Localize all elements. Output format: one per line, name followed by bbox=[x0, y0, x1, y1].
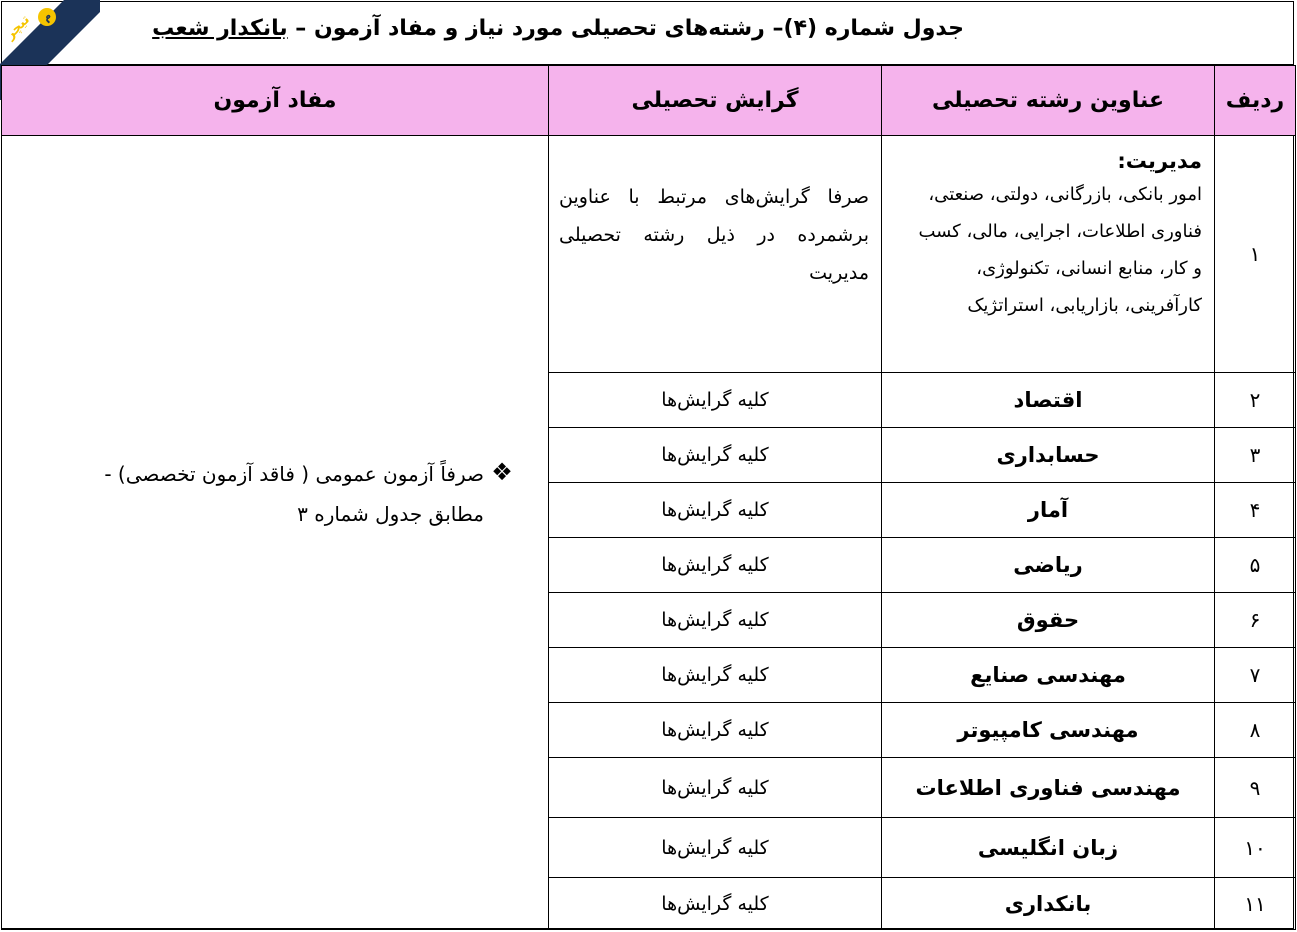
field-line: کارآفرینی، بازاریابی، استراتژیک bbox=[967, 295, 1202, 316]
table-title-main: جدول شماره (۴)– رشته‌های تحصیلی مورد نیاز و مفاد آزمون – bbox=[287, 16, 964, 41]
row-number: ۸ bbox=[1215, 703, 1296, 758]
row-number: ۱۱ bbox=[1215, 878, 1296, 930]
field-cell: مهندسی صنایع bbox=[882, 648, 1215, 703]
field-cell-management bbox=[882, 136, 1215, 373]
trend-cell: کلیه گرایش‌ها bbox=[549, 593, 882, 648]
field-cell: مهندسی کامپیوتر bbox=[882, 703, 1215, 758]
header-trend: گرایش تحصیلی bbox=[549, 66, 882, 136]
table-row bbox=[2, 136, 1296, 373]
field-cell: زبان انگلیسی bbox=[882, 818, 1215, 878]
header-row-no: ردیف bbox=[1215, 66, 1296, 136]
header-exam: مفاد آزمون bbox=[2, 66, 549, 136]
title-row bbox=[2, 2, 1294, 65]
row-number: ۶ bbox=[1215, 593, 1296, 648]
exam-content bbox=[2, 454, 548, 534]
field-cell: آمار bbox=[882, 483, 1215, 538]
header-field: عناوین رشته تحصیلی bbox=[882, 66, 1215, 136]
field-cell: حسابداری bbox=[882, 428, 1215, 483]
row-number: ۱ bbox=[1215, 136, 1296, 373]
row-number: ۴ bbox=[1215, 483, 1296, 538]
row-number: ۲ bbox=[1215, 373, 1296, 428]
row-number: ۷ bbox=[1215, 648, 1296, 703]
diamond-bullet-icon: ❖ bbox=[491, 458, 513, 486]
field-cell: حقوق bbox=[882, 593, 1215, 648]
trend-cell: کلیه گرایش‌ها bbox=[549, 703, 882, 758]
row-number: ۹ bbox=[1215, 758, 1296, 818]
exam-cell bbox=[2, 136, 549, 930]
row-number: ۳ bbox=[1215, 428, 1296, 483]
field-cell: مهندسی فناوری اطلاعات bbox=[882, 758, 1215, 818]
trend-cell: صرفا گرایش‌های مرتبط با عناوین برشمرده در ذیل رشته تحصیلی مدیریت bbox=[549, 136, 882, 373]
trend-cell: کلیه گرایش‌ها bbox=[549, 538, 882, 593]
row-number: ۵ bbox=[1215, 538, 1296, 593]
requirements-table bbox=[1, 65, 1296, 930]
logo-badge-icon: م bbox=[34, 4, 59, 29]
trend-cell: کلیه گرایش‌ها bbox=[549, 648, 882, 703]
field-head: مدیریت: bbox=[1117, 149, 1202, 173]
field-cell: ریاضی bbox=[882, 538, 1215, 593]
table-title-underlined: بانکدار شعب bbox=[152, 16, 288, 41]
logo-text: تیچر bbox=[2, 12, 33, 43]
field-cell: بانکداری bbox=[882, 878, 1215, 930]
header-row bbox=[2, 66, 1296, 136]
trend-cell: کلیه گرایش‌ها bbox=[549, 878, 882, 930]
trend-cell: کلیه گرایش‌ها bbox=[549, 483, 882, 538]
field-line: فناوری اطلاعات، اجرایی، مالی، کسب bbox=[918, 221, 1202, 242]
table-title bbox=[152, 16, 964, 41]
trend-cell: کلیه گرایش‌ها bbox=[549, 373, 882, 428]
trend-cell: کلیه گرایش‌ها bbox=[549, 758, 882, 818]
exam-text: صرفاً آزمون عمومی ( فاقد آزمون تخصصی) - مطابق جدول شماره ۳ bbox=[104, 462, 484, 526]
field-line: امور بانکی، بازرگانی، دولتی، صنعتی، bbox=[928, 184, 1202, 205]
trend-cell: کلیه گرایش‌ها bbox=[549, 428, 882, 483]
row-number: ۱۰ bbox=[1215, 818, 1296, 878]
field-cell: اقتصاد bbox=[882, 373, 1215, 428]
trend-cell: کلیه گرایش‌ها bbox=[549, 818, 882, 878]
field-line: و کار، منابع انسانی، تکنولوژی، bbox=[976, 258, 1202, 279]
